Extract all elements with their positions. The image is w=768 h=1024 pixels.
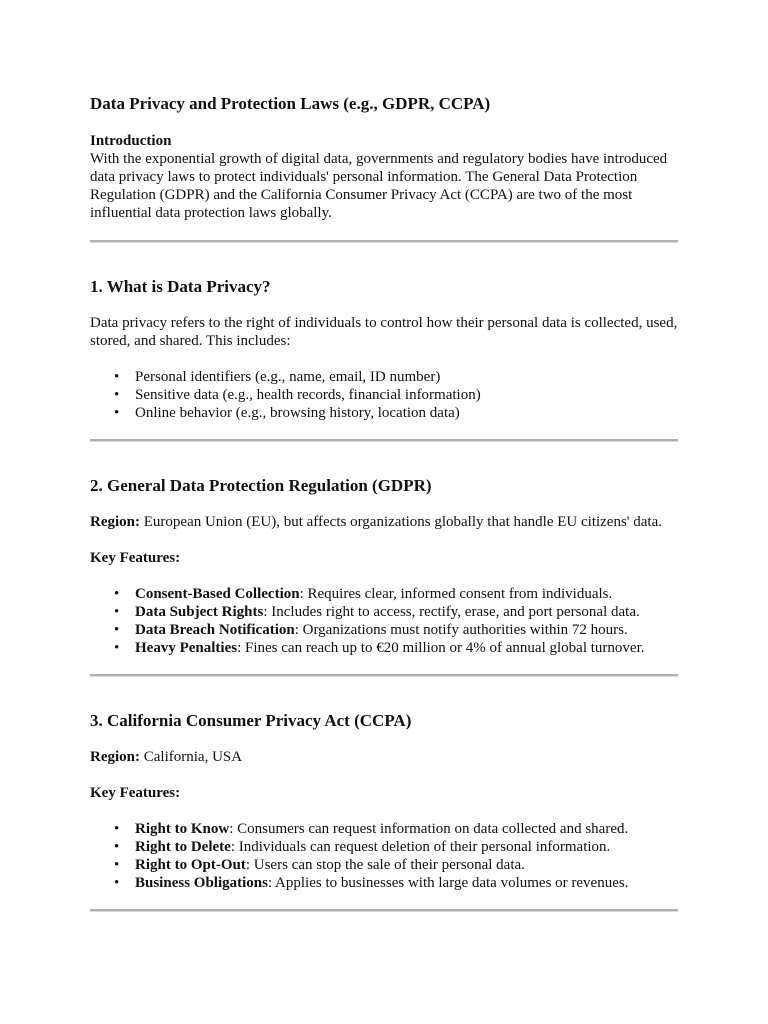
list-item	[135, 820, 680, 838]
section3-region	[90, 748, 680, 766]
feature-term: Data Breach Notification	[135, 622, 295, 638]
list-item	[135, 639, 680, 657]
list-item: • Online behavior (e.g., browsing history, location data)	[135, 404, 680, 422]
list-item: • Sensitive data (e.g., health records, financial information)	[135, 386, 680, 404]
section1-text: Data privacy refers to the right of individuals to control how their personal data is collected, used, stored, and shared. This includes:	[90, 315, 678, 349]
feature-desc: : Includes right to access, rectify, erase, and port personal data.	[263, 604, 640, 620]
feature-term: Data Subject Rights	[135, 604, 264, 620]
divider	[90, 674, 678, 677]
divider	[90, 240, 678, 243]
region-label: Region:	[90, 749, 140, 765]
list-item	[135, 874, 680, 892]
feature-term: Heavy Penalties	[135, 640, 238, 656]
section3-heading: 3. California Consumer Privacy Act (CCPA)	[90, 711, 412, 730]
divider	[90, 439, 678, 442]
feature-term: Business Obligations	[135, 875, 268, 891]
divider	[90, 909, 678, 912]
feature-term: Right to Opt-Out	[135, 857, 246, 873]
feature-desc: : Users can stop the sale of their personal data.	[245, 857, 525, 873]
feature-term: Right to Know	[135, 821, 230, 837]
list-item	[135, 838, 680, 856]
list-item	[135, 621, 680, 639]
section1-list	[90, 368, 680, 422]
region-value: California, USA	[140, 749, 243, 765]
feature-term: Right to Delete	[135, 839, 231, 855]
feature-desc: : Individuals can request deletion of their personal information.	[230, 839, 611, 855]
region-label: Region:	[90, 514, 140, 530]
section2-region	[90, 513, 680, 531]
intro-text: With the exponential growth of digital data, governments and regulatory bodies have introduced data privacy laws to protect individuals' personal information. The General Data Protection Regulation (GDPR) and the California Consumer Privacy Act (CCPA) are two of the most influential data protection laws globally.	[90, 151, 668, 221]
list-item	[135, 585, 680, 603]
feature-desc: : Consumers can request information on data collected and shared.	[229, 821, 629, 837]
list-item: • Personal identifiers (e.g., name, email, ID number)	[135, 368, 680, 386]
section3-features-label: Key Features:	[90, 785, 181, 801]
feature-desc: : Organizations must notify authorities within 72 hours.	[294, 622, 628, 638]
feature-desc: : Applies to businesses with large data volumes or revenues.	[267, 875, 629, 891]
section2-heading: 2. General Data Protection Regulation (GDPR)	[90, 476, 432, 495]
section1-heading: 1. What is Data Privacy?	[90, 277, 271, 296]
feature-term: Consent-Based Collection	[135, 586, 300, 602]
list-item	[135, 856, 680, 874]
feature-desc: : Requires clear, informed consent from individuals.	[299, 586, 613, 602]
feature-desc: : Fines can reach up to €20 million or 4% of annual global turnover.	[237, 640, 645, 656]
section2-features-label: Key Features:	[90, 550, 181, 566]
section2-features-list	[90, 585, 680, 657]
region-value: European Union (EU), but affects organizations globally that handle EU citizens' data.	[140, 514, 662, 530]
document-page	[90, 94, 680, 912]
list-item	[135, 603, 680, 621]
intro-heading: Introduction	[90, 133, 172, 149]
document-title: Data Privacy and Protection Laws (e.g., GDPR, CCPA)	[90, 94, 491, 113]
section3-features-list	[90, 820, 680, 892]
